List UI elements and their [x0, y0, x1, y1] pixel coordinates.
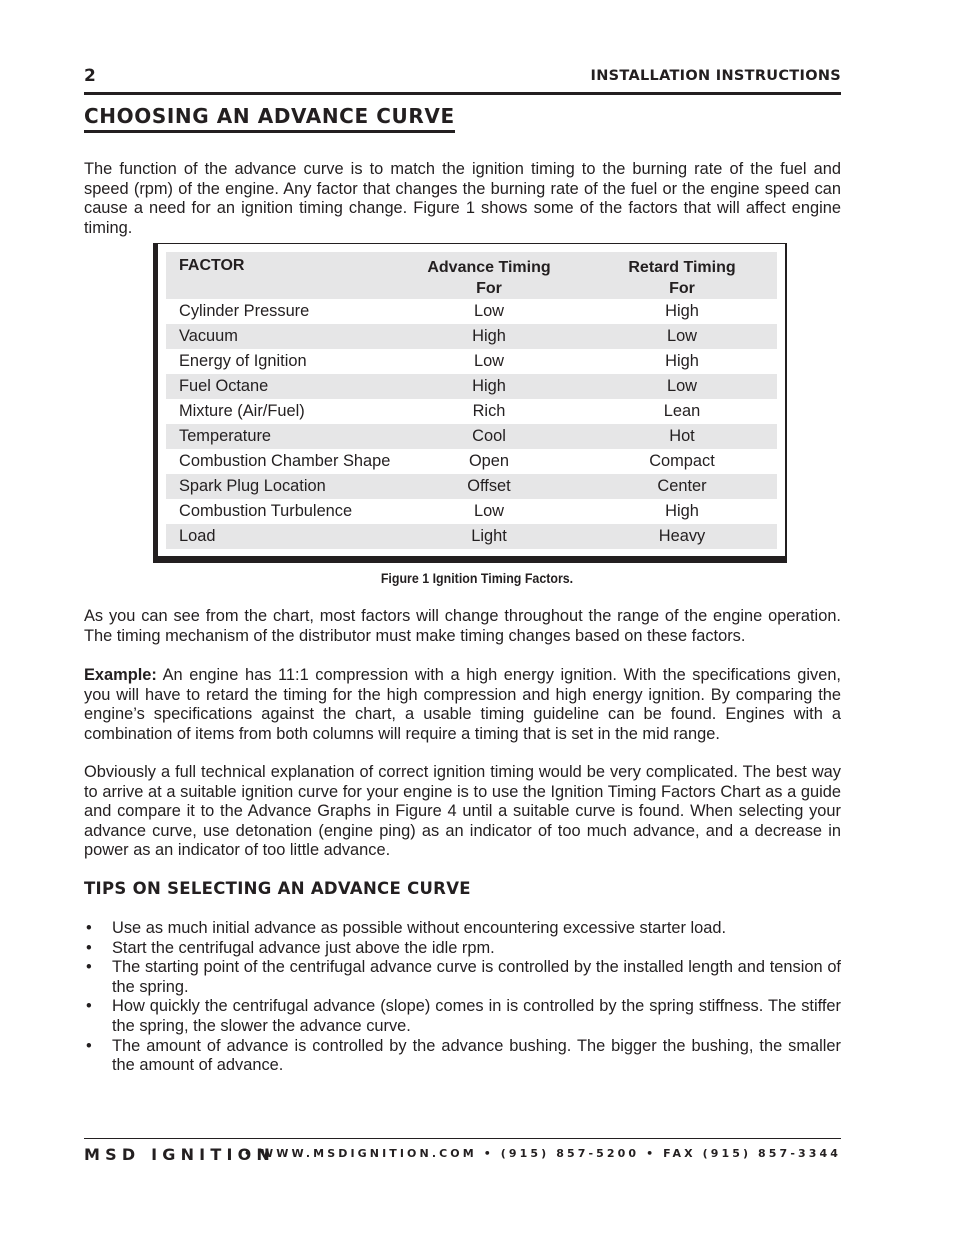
cell-retard: Center: [657, 477, 707, 495]
cell-retard: Heavy: [658, 527, 706, 545]
cell-advance: High: [472, 377, 506, 395]
cell-factor: Mixture (Air/Fuel): [179, 402, 305, 420]
example-paragraph: [84, 666, 841, 744]
cell-advance: Low: [473, 352, 505, 370]
header-title: INSTALLATION INSTRUCTIONS: [590, 68, 841, 84]
cell-advance: Low: [473, 302, 505, 320]
cell-retard: High: [665, 302, 699, 320]
bullet: •: [86, 919, 92, 937]
list-item: [84, 919, 841, 939]
tip-text: Use as much initial advance as possible without encountering excessive starter load.: [112, 919, 727, 937]
list-item: [84, 997, 841, 1036]
header-retard-line1: Retard Timing: [628, 259, 736, 276]
table-row: [166, 524, 777, 549]
page-header: [84, 66, 841, 95]
table-row: [166, 399, 777, 424]
header-advance-line2: For: [476, 280, 502, 297]
timing-factors-table: [166, 252, 777, 549]
cell-factor: Combustion Turbulence: [179, 502, 353, 520]
tip-text: The starting point of the centrifugal advance curve is controlled by the installed length and tension of the spring.: [112, 958, 841, 996]
page-footer: [84, 1138, 841, 1167]
header-advance: [391, 252, 587, 299]
intro-paragraph: The function of the advance curve is to match the ignition timing to the burning rate of the fuel and speed (rpm) of the engine. Any factor that changes the burning rate of the fuel or the engine speed can cause a need for an ignition timing change. Figure 1 shows some of the factors that will affect engine timing.: [84, 160, 841, 237]
table-row: [166, 299, 777, 324]
cell-factor: Cylinder Pressure: [179, 302, 310, 320]
cell-factor: Temperature: [179, 427, 272, 445]
example-label: Example:: [84, 666, 157, 684]
cell-retard: High: [665, 502, 699, 520]
cell-advance: High: [472, 327, 506, 345]
tip-text: Start the centrifugal advance just above the idle rpm.: [112, 938, 495, 957]
cell-factor: Vacuum: [179, 327, 238, 345]
tip-text: How quickly the centrifugal advance (slope) comes in is controlled by the spring stiffness. The stiffer the spring, the slower the advance curve.: [112, 997, 841, 1035]
cell-retard: High: [665, 352, 699, 370]
cell-factor: Fuel Octane: [179, 377, 269, 395]
example-text: An engine has 11:1 compression with a high energy ignition. With the specifications given, you will have to retard the timing for the high compression and high energy ignition. By comparing the engine’s specifications against the chart, a usable timing guideline can be found. Engines with a combination of items from both columns will require a timing that is set in the mid range.: [84, 666, 841, 743]
footer-brand: MSD IGNITION: [84, 1145, 275, 1164]
list-item: [84, 958, 841, 997]
table-row: [166, 449, 777, 474]
cell-retard: Low: [666, 327, 698, 345]
tip-text: The amount of advance is controlled by the advance bushing. The bigger the bushing, the smaller the amount of advance.: [112, 1036, 841, 1075]
cell-advance: Open: [468, 452, 510, 470]
bullet: •: [86, 958, 92, 977]
cell-retard: Hot: [669, 427, 695, 445]
cell-factor: Combustion Chamber Shape: [179, 452, 391, 470]
cell-advance: Cool: [472, 427, 506, 445]
section-title: CHOOSING AN ADVANCE CURVE: [84, 104, 455, 133]
list-item: [84, 939, 841, 959]
header-advance-line1: Advance Timing: [427, 259, 551, 276]
list-item: [84, 1037, 841, 1076]
figure-caption: Figure 1 Ignition Timing Factors.: [380, 571, 574, 586]
table-row: [166, 499, 777, 524]
cell-retard: Lean: [663, 402, 701, 420]
chart-paragraph: As you can see from the chart, most factors will change throughout the range of the engine operation. The timing mechanism of the distributor must make timing changes based on these factors.: [84, 607, 841, 645]
bullet: •: [86, 1036, 92, 1055]
cell-advance: Low: [473, 502, 505, 520]
table-row: [166, 374, 777, 399]
cell-factor: Spark Plug Location: [179, 477, 326, 495]
header-retard: [587, 252, 777, 299]
cell-retard: Compact: [649, 452, 715, 470]
table-row: [166, 324, 777, 349]
table-row: [166, 474, 777, 499]
cell-advance: Rich: [472, 402, 506, 420]
table-row: [166, 349, 777, 374]
cell-advance: Light: [471, 527, 507, 545]
page-number: 2: [84, 66, 96, 86]
explanation-paragraph: Obviously a full technical explanation of correct ignition timing would be very complicated. The best way to arrive at a suitable ignition curve for your engine is to use the Ignition Timing Factors Chart as a guide and compare it to the Advance Graphs in Figure 4 until a suitable curve is found. When selecting your advance curve, use detonation (engine ping) as an indicator of too much advance, and a decrease in power as an indicator of too little advance.: [84, 763, 841, 860]
header-factor: FACTOR: [179, 257, 245, 274]
table-header-row: [166, 252, 777, 299]
bullet: •: [86, 997, 92, 1016]
tips-list: [84, 919, 841, 1076]
footer-contact: • WWW.MSDIGNITION.COM • (915) 857-5200 • FAX (915) 857-3344: [244, 1147, 841, 1160]
cell-factor: Load: [179, 527, 216, 545]
cell-advance: Offset: [467, 477, 511, 495]
tips-heading: TIPS ON SELECTING AN ADVANCE CURVE: [84, 879, 471, 898]
cell-retard: Low: [666, 377, 698, 395]
bullet: •: [86, 938, 92, 957]
header-retard-line2: For: [669, 280, 695, 297]
cell-factor: Energy of Ignition: [179, 352, 307, 370]
table-row: [166, 424, 777, 449]
